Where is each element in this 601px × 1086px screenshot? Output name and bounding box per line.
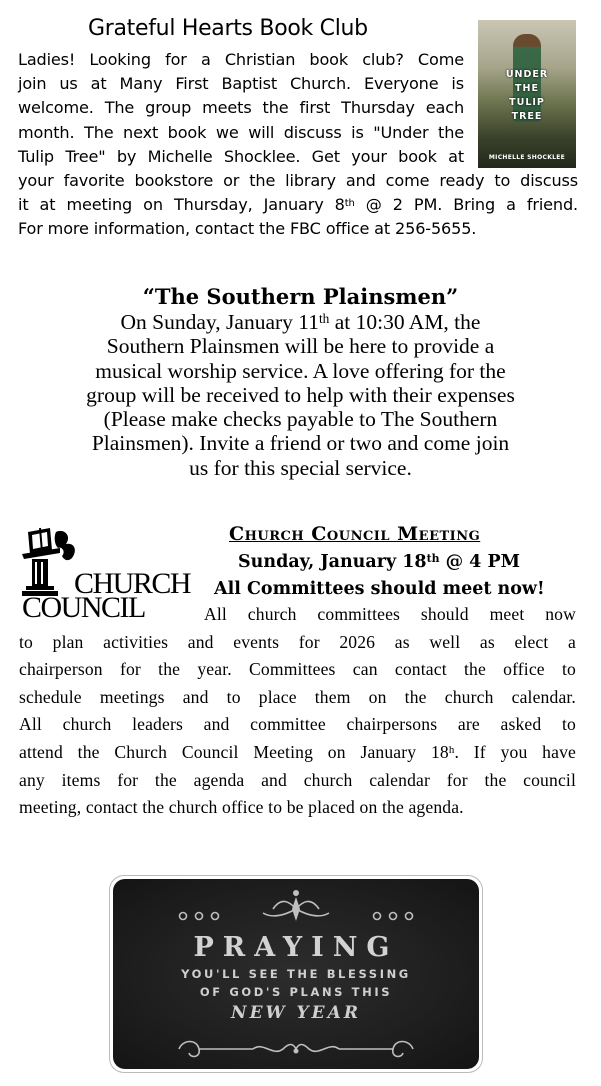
logo-council-text: COUNCIL (22, 591, 145, 624)
council-date-text: @ 4 PM (439, 552, 520, 572)
council-line: schedule meetings and to place them on the church calendar. (19, 686, 576, 707)
council-line: to plan activities and events for 2026 as well as elect a (19, 631, 576, 652)
council-line: any items for the agenda and church calendar for the council (19, 769, 576, 790)
book-club-line-text: @ 2 PM. Bring a friend. (354, 195, 578, 215)
book-club-line-text: it at meeting on Thursday, January 8 (18, 195, 345, 215)
cover-title-line: TREE (511, 111, 543, 122)
praying-new-year: NEW YEAR (231, 1003, 361, 1023)
council-line: All church leaders and committee chairpersons are asked to (19, 714, 576, 735)
cover-title-line: THE (515, 83, 539, 94)
book-club-contact: For more information, contact the FBC office at 256-5655. (18, 219, 477, 239)
ordinal-suffix: th (344, 197, 355, 209)
book-cover-image (478, 20, 576, 168)
council-line: chairperson for the year. Committees can contact the office to (19, 659, 576, 680)
plainsmen-line: musical worship service. A love offering for the (95, 358, 506, 383)
book-club-line: Ladies! Looking for a Christian book club? Come (18, 50, 464, 69)
council-line-text: attend the Church Council Meeting on January 18 (19, 741, 449, 762)
praying-panel (113, 879, 479, 1069)
plainsmen-line: us for this special service. (189, 455, 412, 480)
council-line: All church committees should meet now (204, 604, 576, 624)
council-body (19, 601, 576, 822)
logo-church-text: CHURCH (74, 567, 191, 600)
plainsmen-line (0, 310, 601, 334)
book-club-body (18, 48, 578, 242)
plainsmen-line-text: at 10:30 AM, the (329, 310, 481, 334)
council-date (238, 548, 520, 576)
council-line (19, 739, 576, 767)
book-club-line: Tulip Tree" by Michelle Shocklee. Get your book at (18, 146, 464, 166)
council-heading: Church Council Meeting (229, 523, 481, 545)
cover-author: MICHELLE SHOCKLEE (488, 154, 566, 161)
council-line-text: . If you have (454, 741, 576, 762)
book-club-line: month. The next book we will discuss is "Under the (18, 122, 464, 142)
council-subheading: All Committees should meet now! (214, 579, 545, 599)
plainsmen-line: Plainsmen). Invite a friend or two and come join (91, 431, 510, 456)
book-club-line: your favorite bookstore or the library and come ready to discuss (18, 171, 578, 191)
book-club-title: Grateful Hearts Book Club (88, 16, 368, 41)
cover-title-line: UNDER (505, 69, 549, 80)
council-line: meeting, contact the church office to be placed on the agenda. (19, 797, 464, 818)
plainsmen-body (0, 310, 601, 480)
plainsmen-title: “The Southern Plainsmen” (142, 284, 459, 309)
cover-title (478, 68, 576, 124)
ornament-bottom-icon (113, 1029, 479, 1069)
cover-title-line: TULIP (509, 97, 545, 108)
ordinal-suffix: h (448, 744, 455, 757)
praying-line: YOU'LL SEE THE BLESSING (181, 967, 411, 981)
ornament-top-icon (113, 879, 479, 929)
plainsmen-line-text: On Sunday, January 11 (120, 310, 319, 334)
book-club-line: welcome. The group meets the first Thursday each (18, 98, 464, 118)
plainsmen-line: Southern Plainsmen will be here to provide a (106, 334, 495, 359)
plainsmen-line: (Please make checks payable to The Southern (103, 407, 498, 432)
praying-word: PRAYING (193, 932, 399, 963)
book-club-line: join us at Many First Baptist Church. Everyone is (18, 74, 464, 94)
ordinal-suffix: th (318, 311, 330, 327)
council-date-text: Sunday, January 18 (238, 552, 427, 572)
book-club-line (18, 193, 578, 217)
plainsmen-line: group will be received to help with their expenses (86, 382, 515, 407)
praying-line: OF GOD'S PLANS THIS (199, 985, 393, 999)
ordinal-suffix: th (426, 552, 440, 566)
praying-graphic (110, 876, 482, 1072)
